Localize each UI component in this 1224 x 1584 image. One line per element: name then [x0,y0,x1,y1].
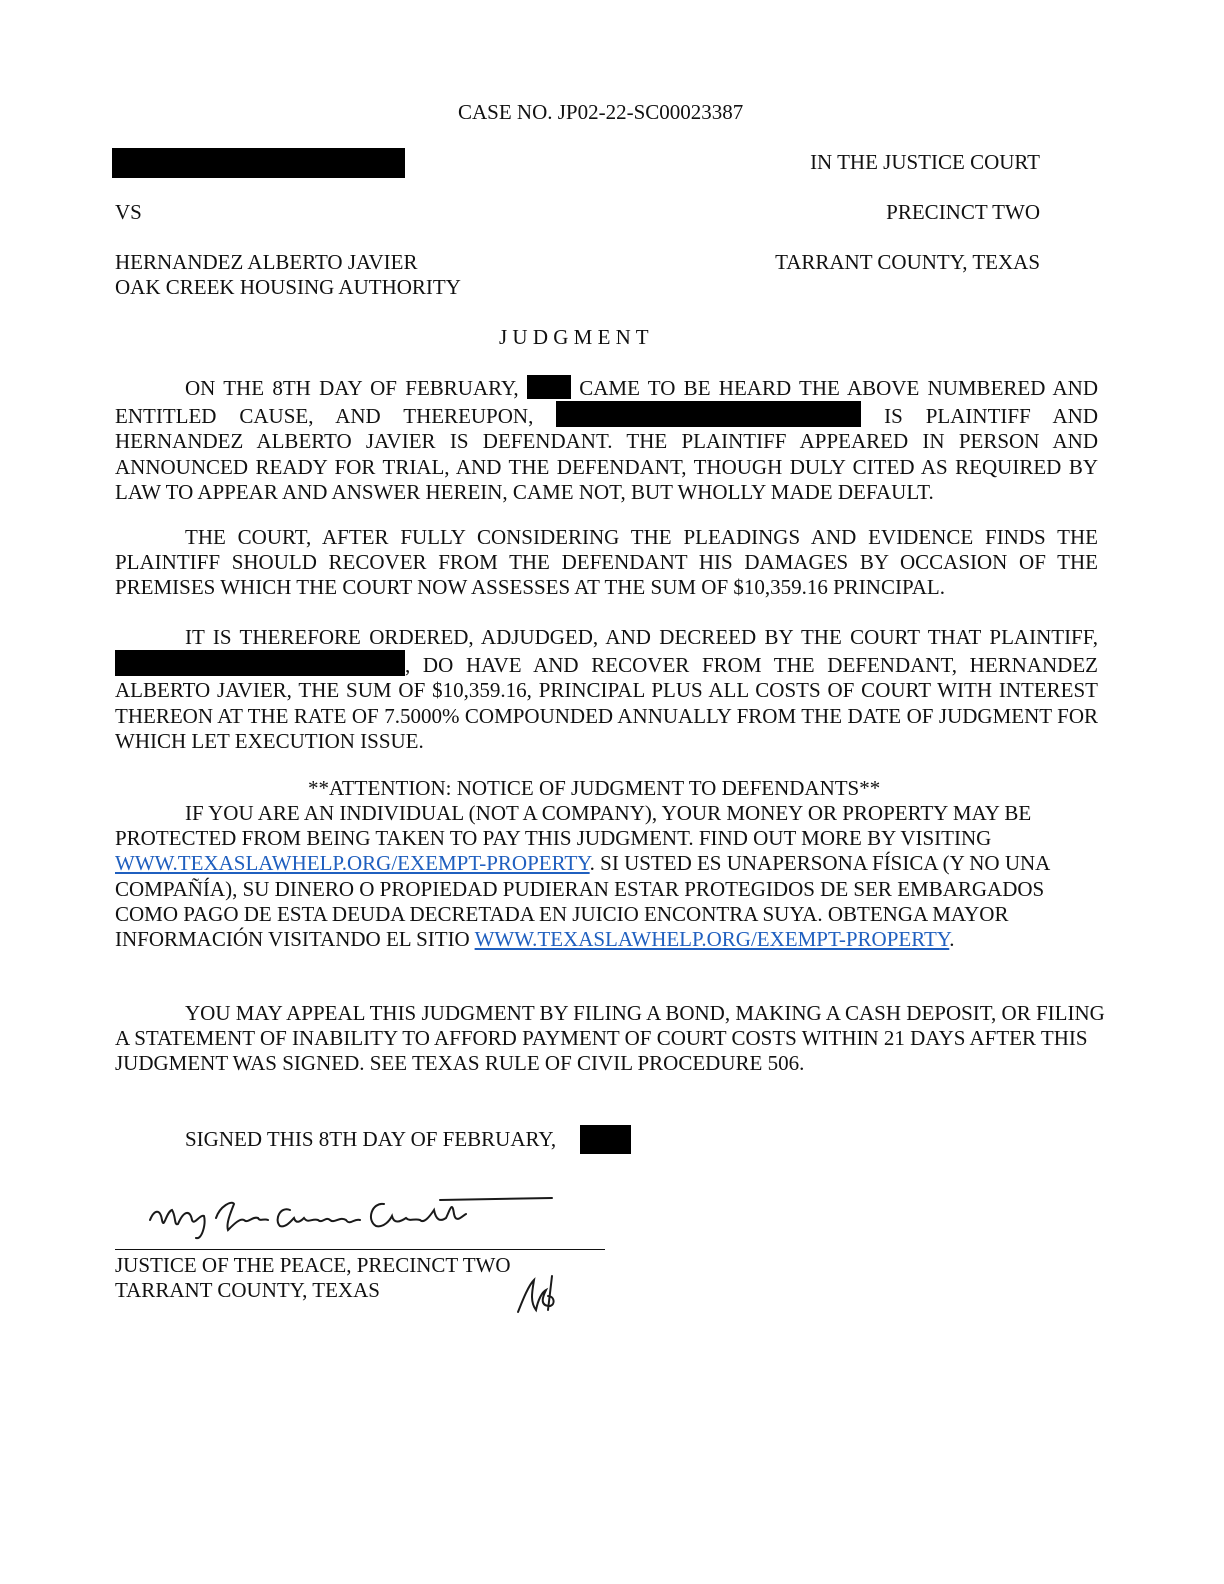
notice-text-3: . [949,927,955,952]
signed-date-line: SIGNED THIS 8TH DAY OF FEBRUARY, [185,1127,557,1151]
paragraph-hearing-part2: CAME TO BE HEARD THE ABOVE NUMBERED AND ENTITLED CAUSE, AND THEREUPON, [115,376,1099,429]
redacted-signed-year [580,1125,631,1154]
paragraph-order-part1: IT IS THEREFORE ORDERED, ADJUDGED, AND DECREED BY THE COURT THAT PLAINTIFF, [185,625,1098,649]
notice-text-1: IF YOU ARE AN INDIVIDUAL (NOT A COMPANY), YOUR MONEY OR PROPERTY MAY BE PROTECTED FROM BEING TAKEN TO PAY THIS JUDGMENT. FIND OUT MORE BY VISITING [115,801,1032,851]
exempt-property-link-1[interactable]: WWW.TEXASLAWHELP.ORG/EXEMPT-PROPERTY [115,851,590,876]
paragraph-findings [115,525,1098,601]
signature-title-1: JUSTICE OF THE PEACE, PRECINCT TWO [115,1253,511,1277]
defendant-name: HERNANDEZ ALBERTO JAVIER [115,250,418,274]
court-line-1: IN THE JUSTICE COURT [810,150,1040,174]
paragraph-findings-text: THE COURT, AFTER FULLY CONSIDERING THE PLEADINGS AND EVIDENCE FINDS THE PLAINTIFF SHOULD RECOVER FROM THE DEFENDANT HIS DAMAGES BY OCCASION OF THE PREMISES WHICH THE COURT NOW ASSESSES AT THE SUM OF $10,359.16 PRINCIPAL. [115,525,1098,600]
defendant-name-2: OAK CREEK HOUSING AUTHORITY [115,275,461,299]
court-line-2: PRECINCT TWO [886,200,1040,224]
vs-label: VS [115,200,142,224]
notice-heading: **ATTENTION: NOTICE OF JUDGMENT TO DEFENDANTS** [308,776,881,800]
case-number: CASE NO. JP02-22-SC00023387 [458,100,744,124]
exempt-property-link-2[interactable]: WWW.TEXASLAWHELP.ORG/EXEMPT-PROPERTY [474,927,950,952]
court-line-3: TARRANT COUNTY, TEXAS [775,250,1040,274]
paragraph-order-part2: , DO HAVE AND RECOVER FROM THE DEFENDANT, HERNANDEZ ALBERTO JAVIER, THE SUM OF $10,359.16, PRINCIPAL PLUS ALL COSTS OF COURT WITH INTEREST THEREON AT THE RATE OF 7.5000% COMPOUNDED ANNUALLY FROM THE DATE OF JUDGMENT FOR WHICH LET EXECUTION ISSUE. [115,653,1098,753]
judge-signature [140,1180,570,1250]
paragraph-hearing-part3: IS PLAINTIFF AND HERNANDEZ ALBERTO JAVIER IS DEFENDANT. THE PLAINTIFF APPEARED IN PERSON AND ANNOUNCED READY FOR TRIAL, AND THE DEFENDANT, THOUGH DULY CITED AS REQUIRED BY LAW TO APPEAR AND ANSWER HEREIN, CAME NOT, BUT WHOLLY MADE DEFAULT. [115,404,1099,504]
redacted-plaintiff-name-3 [115,650,405,676]
notice-text-2: . SI USTED ES UNAPERSONA FÍSICA (Y NO UNA COMPAÑÍA), SU DINERO O PROPIEDAD PUDIERAN ESTAR PROTEGIDOS DE SER EMBARGADOS COMO PAGO DE ESTA DEUDA DECRETADA EN JUICIO ENCONTRA SUYA. OBTENGA MAYOR INFORMACIÓN VISITANDO EL SITIO [115,851,1050,952]
paragraph-appeal-text: YOU MAY APPEAL THIS JUDGMENT BY FILING A BOND, MAKING A CASH DEPOSIT, OR FILING A STATEMENT OF INABILITY TO AFFORD PAYMENT OF COURT COSTS WITHIN 21 DAYS AFTER THIS JUDGMENT WAS SIGNED. SEE TEXAS RULE OF CIVIL PROCEDURE 506. [115,1001,1105,1076]
paragraph-appeal [115,1001,1105,1077]
redacted-plaintiff-name [112,148,405,178]
paragraph-hearing [115,375,1098,505]
notice-body [115,801,1105,952]
signature-title-2: TARRANT COUNTY, TEXAS [115,1278,380,1302]
signature-line [115,1249,605,1250]
paragraph-hearing-part1: ON THE 8TH DAY OF FEBRUARY, [185,376,519,400]
signature-stroke [150,1198,552,1238]
redacted-plaintiff-name-2 [556,401,861,427]
initials-stroke [518,1276,554,1312]
initials-signature [512,1272,562,1316]
redacted-year [527,375,571,399]
paragraph-order [115,625,1098,754]
document-title: J U D G M E N T [499,325,649,349]
